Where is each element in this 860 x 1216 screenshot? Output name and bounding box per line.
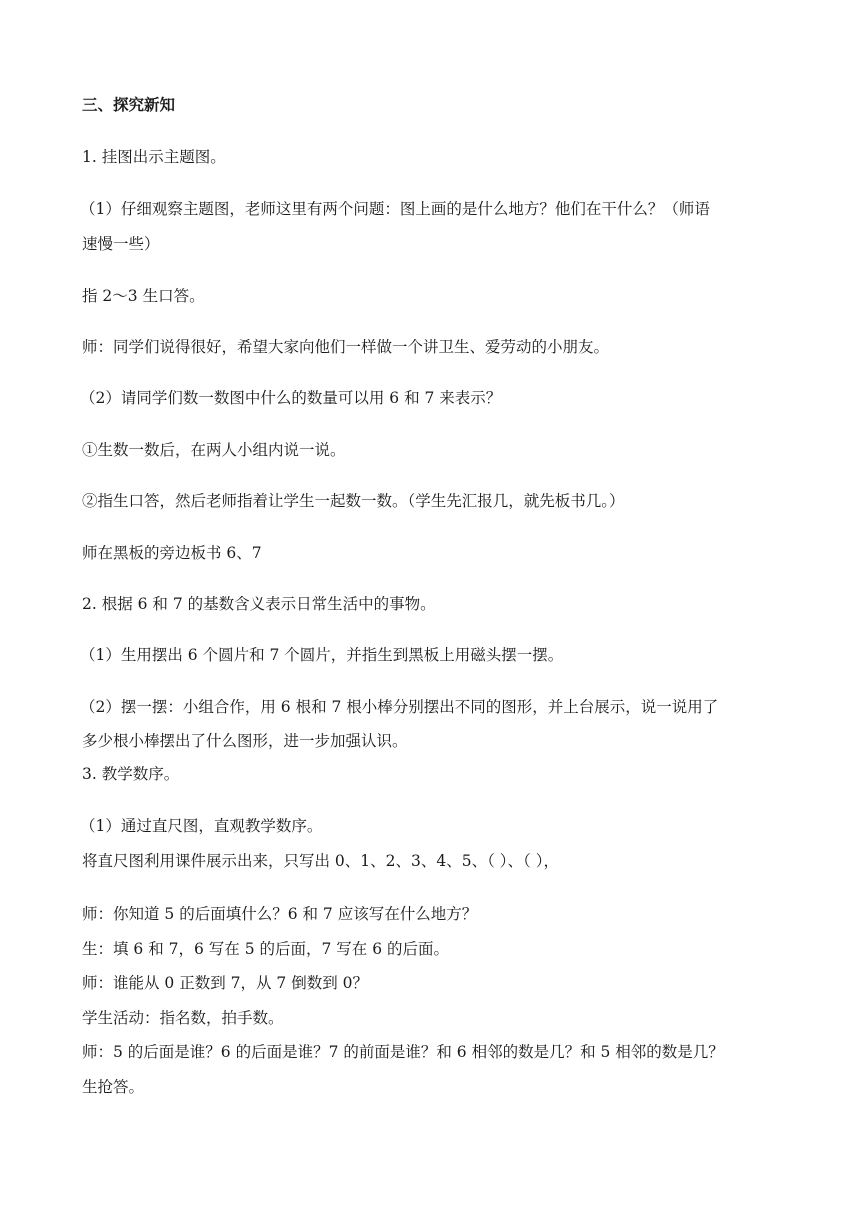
- paragraph-line: 多少根小棒摆出了什么图形，进一步加强认识。: [82, 732, 408, 750]
- paragraph-line: 师：同学们说得很好，希望大家向他们一样做一个讲卫生、爱劳动的小朋友。: [82, 338, 610, 356]
- paragraph-line: ①生数一数后，在两人小组内说一说。: [82, 441, 346, 459]
- paragraph-line: 师在黑板的旁边板书 6、7: [82, 544, 262, 562]
- section-heading: 三、探究新知: [82, 96, 176, 114]
- paragraph-line: （1）仔细观察主题图，老师这里有两个问题：图上画的是什么地方？他们在干什么？（师语: [80, 200, 710, 218]
- paragraph-line: ②指生口答，然后老师指着让学生一起数一数。（学生先汇报几，就先板书几。）: [82, 492, 625, 510]
- paragraph-line: （2）请同学们数一数图中什么的数量可以用 6 和 7 来表示？: [80, 389, 502, 407]
- paragraph-line: 师：谁能从 0 正数到 7，从 7 倒数到 0？: [82, 974, 369, 992]
- paragraph-line: 将直尺图利用课件展示出来，只写出 0、1、2、3、4、5、（ ）、（ ），: [82, 852, 559, 870]
- paragraph-line: 学生活动：指名数，拍手数。: [82, 1009, 284, 1027]
- paragraph-line: （1）通过直尺图，直观教学数序。: [80, 817, 323, 835]
- paragraph-line: 师：你知道 5 的后面填什么？6 和 7 应该写在什么地方？: [82, 905, 478, 923]
- step-3-title: 3. 教学数序。: [82, 765, 180, 783]
- paragraph-line: （2）摆一摆：小组合作，用 6 根和 7 根小棒分别摆出不同的图形，并上台展示，说一说用了: [80, 698, 719, 716]
- paragraph-line: 指 2～3 生口答。: [82, 287, 205, 305]
- paragraph-line: 速慢一些）: [82, 235, 160, 253]
- paragraph-line: 师：5 的后面是谁？6 的后面是谁？7 的前面是谁？和 6 相邻的数是几？和 5 相邻的数是几？: [82, 1043, 724, 1061]
- paragraph-line: （1）生用摆出 6 个圆片和 7 个圆片，并指生到黑板上用磁头摆一摆。: [80, 646, 564, 664]
- paragraph-line: 生：填 6 和 7，6 写在 5 的后面，7 写在 6 的后面。: [82, 940, 450, 958]
- step-2-title: 2. 根据 6 和 7 的基数含义表示日常生活中的事物。: [82, 595, 436, 613]
- paragraph-line: 生抢答。: [82, 1078, 145, 1096]
- step-1-title: 1. 挂图出示主题图。: [82, 148, 226, 166]
